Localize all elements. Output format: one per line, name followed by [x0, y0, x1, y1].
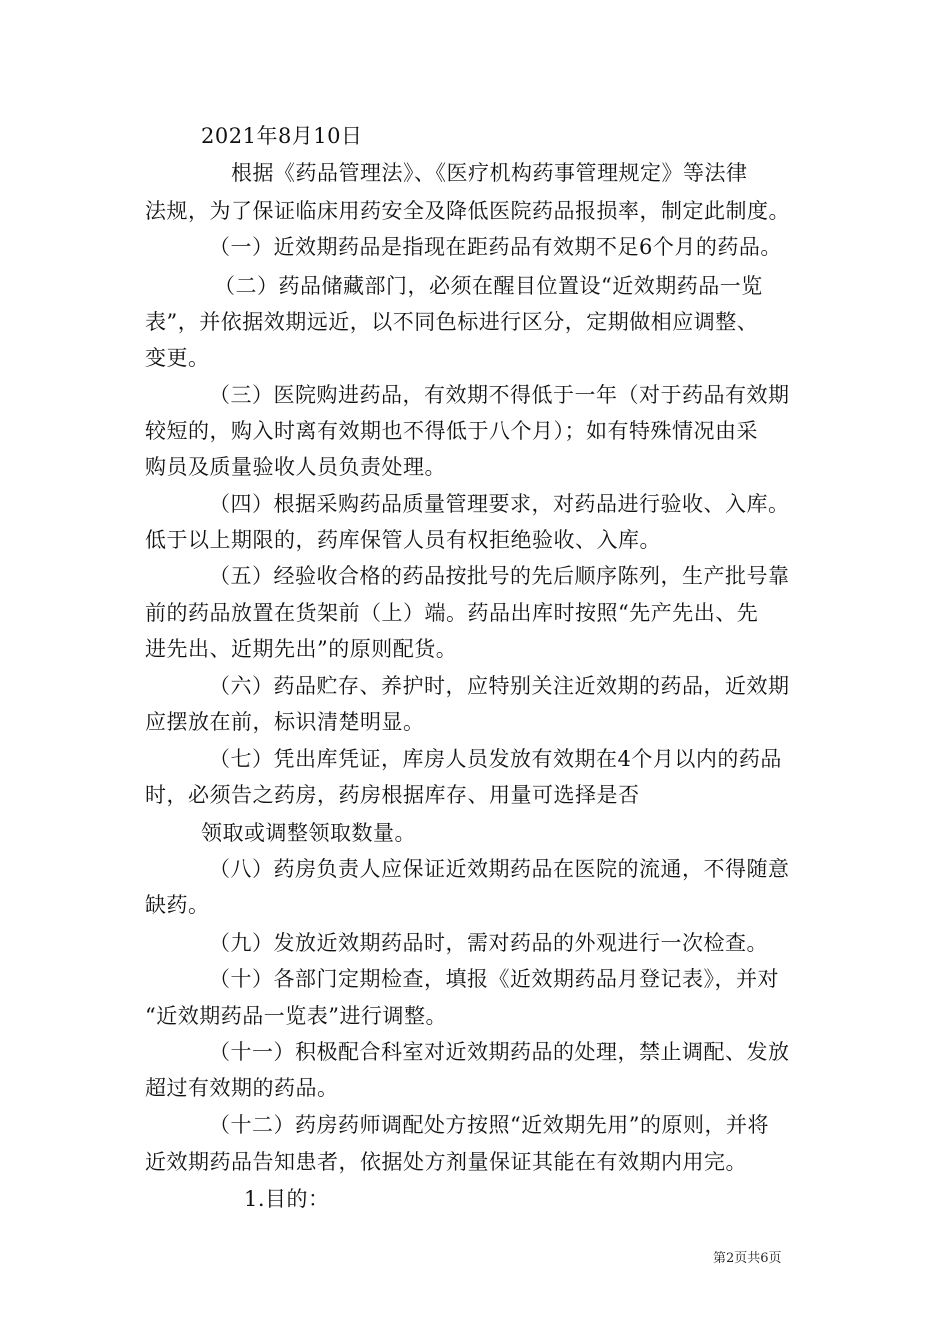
item-10-line-1: （十）各部门定期检查，填报《近效期药品月登记表》，并对 — [209, 967, 779, 991]
item-5-line-1: （五）经验收合格的药品按批号的先后顺序陈列，生产批号靠 — [209, 564, 790, 588]
section-heading: 1.目的： — [244, 1187, 330, 1211]
item-10-line-2: “近效期药品一览表”进行调整。 — [145, 1004, 447, 1028]
intro-line-1: 根据《药品管理法》、《医疗机构药事管理规定》等法律 — [231, 161, 748, 185]
item-7-line-3: 领取或调整领取数量。 — [201, 821, 416, 845]
item-4-line-1: （四）根据采购药品质量管理要求，对药品进行验收、入库。 — [209, 492, 790, 516]
item-1-line-1: （一）近效期药品是指现在距药品有效期不足6个月的药品。 — [209, 235, 782, 259]
item-2-line-1: （二）药品储藏部门，必须在醒目位置设“近效期药品一览 — [214, 274, 763, 298]
item-8-line-1: （八）药房负责人应保证近效期药品在医院的流通，不得随意 — [209, 857, 790, 881]
item-2-line-3: 变更。 — [145, 346, 210, 370]
item-8-line-2: 缺药。 — [145, 893, 210, 917]
item-6-line-1: （六）药品贮存、养护时，应特别关注近效期的药品，近效期 — [209, 674, 790, 698]
item-3-line-3: 购员及质量验收人员负责处理。 — [145, 455, 446, 479]
item-6-line-2: 应摆放在前，标识清楚明显。 — [145, 710, 425, 734]
item-11-line-1: （十一）积极配合科室对近效期药品的处理，禁止调配、发放 — [209, 1040, 790, 1064]
item-3-line-2: 较短的，购入时离有效期也不得低于八个月）；如有特殊情况由采 — [145, 419, 758, 443]
item-5-line-2: 前的药品放置在货架前（上）端。药品出库时按照“先产先出、先 — [145, 601, 759, 625]
item-12-line-2: 近效期药品告知患者，依据处方剂量保证其能在有效期内用完。 — [145, 1150, 747, 1174]
item-5-line-3: 进先出、近期先出”的原则配货。 — [145, 637, 458, 661]
item-2-line-2: 表”，并依据效期远近，以不同色标进行区分，定期做相应调整、 — [145, 310, 759, 334]
item-11-line-2: 超过有效期的药品。 — [145, 1076, 339, 1100]
item-4-line-2: 低于以上期限的，药库保管人员有权拒绝验收、入库。 — [145, 528, 661, 552]
item-7-line-2: 时，必须告之药房，药房根据库存、用量可选择是否 — [145, 783, 640, 807]
item-12-line-1: （十二）药房药师调配处方按照“近效期先用”的原则，并将 — [209, 1113, 769, 1137]
document-date: 2021年8月10日 — [201, 124, 363, 148]
item-3-line-1: （三）医院购进药品，有效期不得低于一年（对于药品有效期 — [209, 383, 790, 407]
item-7-line-1: （七）凭出库凭证，库房人员发放有效期在4个月以内的药品 — [209, 747, 782, 771]
intro-line-2: 法规，为了保证临床用药安全及降低医院药品报损率，制定此制度。 — [145, 199, 790, 223]
page-indicator: 第2页共6页 — [713, 1251, 782, 1266]
item-9-line-1: （九）发放近效期药品时，需对药品的外观进行一次检查。 — [209, 931, 768, 955]
